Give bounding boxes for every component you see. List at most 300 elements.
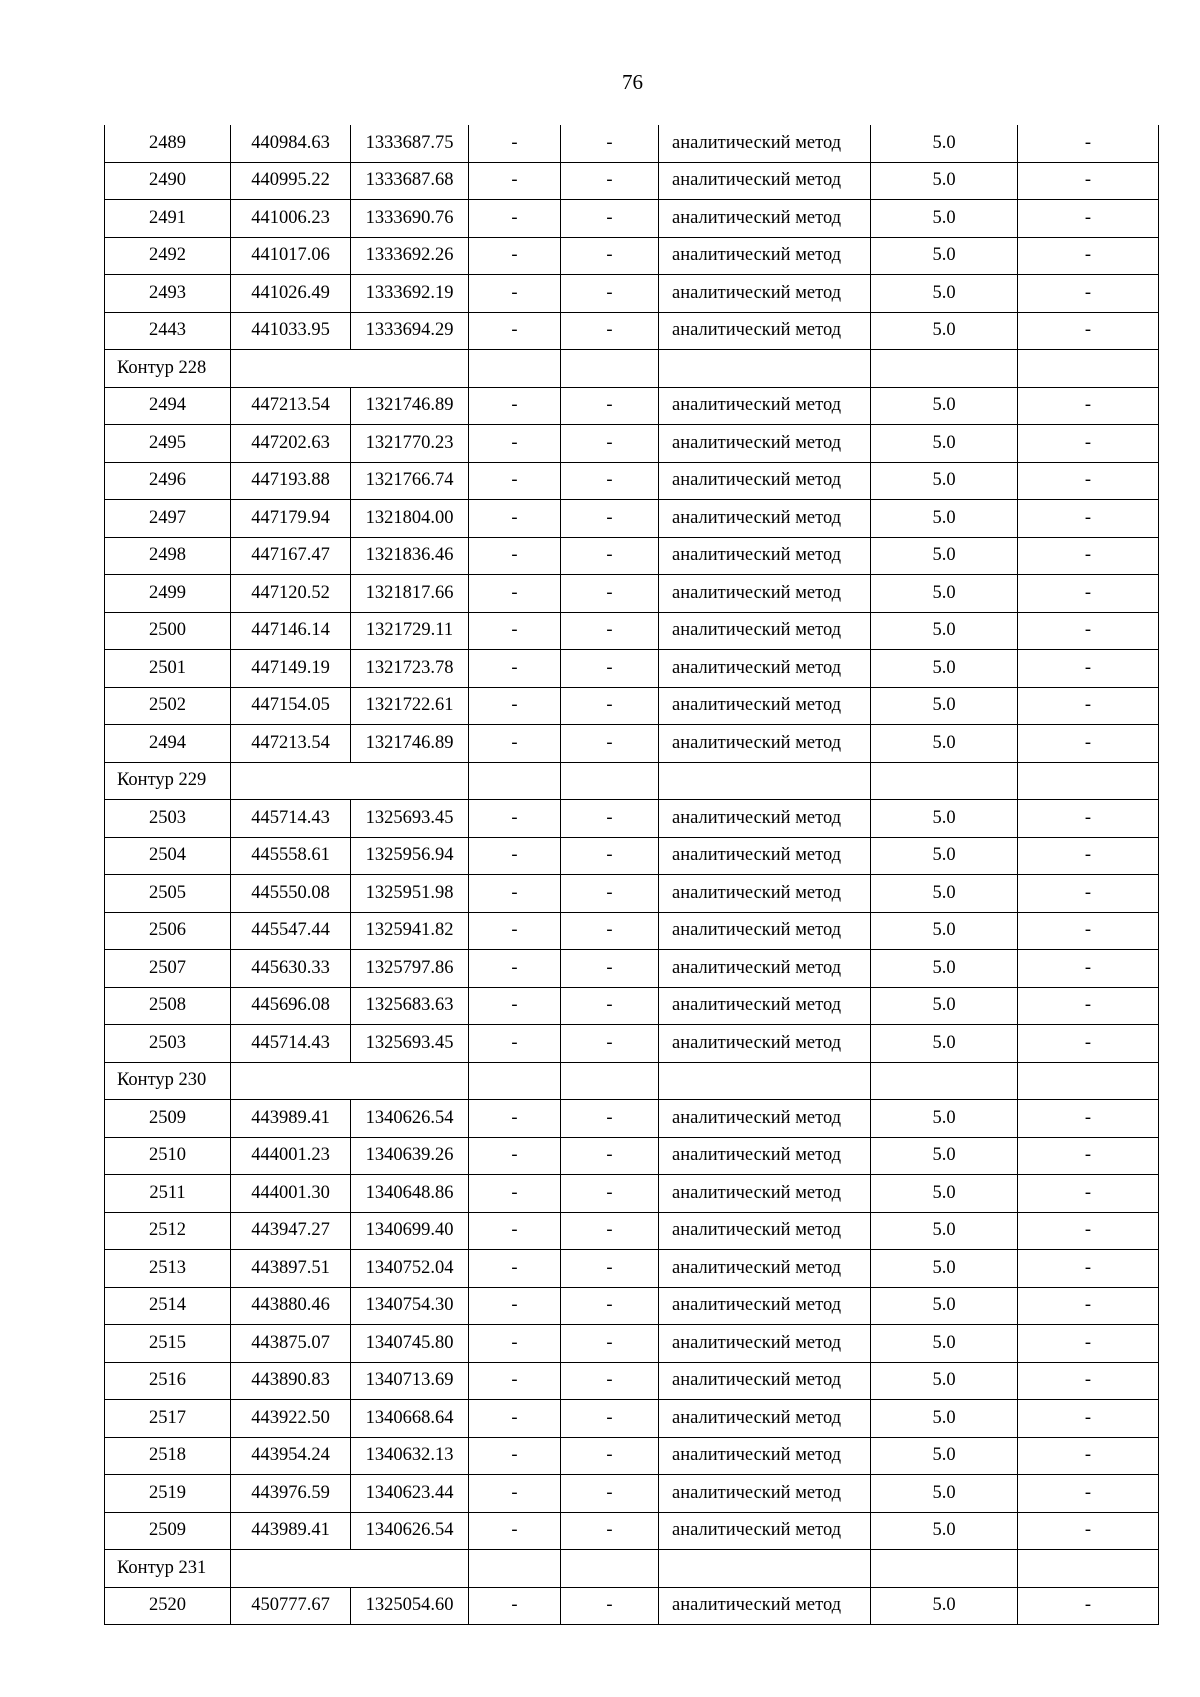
table-row: [105, 575, 1159, 613]
x-coordinate-cell: 443875.07: [231, 1325, 351, 1363]
table-row: [105, 1400, 1159, 1438]
point-number-cell: 2443: [105, 312, 231, 350]
col5-value-cell: -: [561, 725, 659, 763]
col8-value-cell: -: [1018, 1100, 1159, 1138]
col5-value-cell: -: [561, 950, 659, 988]
point-number-cell: 2520: [105, 1587, 231, 1625]
table-row: [105, 1025, 1159, 1063]
y-coordinate-cell: 1340713.69: [351, 1362, 469, 1400]
contour-header-row: [105, 1550, 1159, 1588]
coordinates-table: [104, 125, 1159, 1625]
col5-value-cell: -: [561, 1100, 659, 1138]
table-row: [105, 125, 1159, 162]
accuracy-cell: 5.0: [871, 987, 1018, 1025]
col4-value-cell: -: [469, 1437, 561, 1475]
method-cell: аналитический метод: [659, 1100, 871, 1138]
accuracy-cell: 5.0: [871, 575, 1018, 613]
empty-cell: [469, 1550, 561, 1588]
col5-value-cell: -: [561, 1400, 659, 1438]
col5-value-cell: -: [561, 650, 659, 688]
x-coordinate-cell: 445696.08: [231, 987, 351, 1025]
col4-value-cell: -: [469, 912, 561, 950]
col8-value-cell: -: [1018, 387, 1159, 425]
col4-value-cell: -: [469, 312, 561, 350]
table-row: [105, 1250, 1159, 1288]
col8-value-cell: -: [1018, 837, 1159, 875]
method-cell: аналитический метод: [659, 462, 871, 500]
y-coordinate-cell: 1333690.76: [351, 200, 469, 238]
empty-cell: [871, 1062, 1018, 1100]
col4-value-cell: -: [469, 1100, 561, 1138]
method-cell: аналитический метод: [659, 200, 871, 238]
accuracy-cell: 5.0: [871, 425, 1018, 463]
col4-value-cell: -: [469, 387, 561, 425]
col4-value-cell: -: [469, 875, 561, 913]
col8-value-cell: -: [1018, 1475, 1159, 1513]
accuracy-cell: 5.0: [871, 1475, 1018, 1513]
col4-value-cell: -: [469, 800, 561, 838]
point-number-cell: 2515: [105, 1325, 231, 1363]
col5-value-cell: -: [561, 1175, 659, 1213]
empty-cell: [231, 1062, 469, 1100]
point-number-cell: 2498: [105, 537, 231, 575]
point-number-cell: 2493: [105, 275, 231, 313]
empty-cell: [469, 762, 561, 800]
col8-value-cell: -: [1018, 1287, 1159, 1325]
x-coordinate-cell: 447193.88: [231, 462, 351, 500]
x-coordinate-cell: 443989.41: [231, 1100, 351, 1138]
y-coordinate-cell: 1321723.78: [351, 650, 469, 688]
point-number-cell: 2506: [105, 912, 231, 950]
contour-label: Контур 231: [105, 1550, 231, 1588]
y-coordinate-cell: 1333692.19: [351, 275, 469, 313]
y-coordinate-cell: 1321817.66: [351, 575, 469, 613]
point-number-cell: 2502: [105, 687, 231, 725]
y-coordinate-cell: 1340623.44: [351, 1475, 469, 1513]
x-coordinate-cell: 440984.63: [231, 125, 351, 162]
table-row: [105, 425, 1159, 463]
method-cell: аналитический метод: [659, 162, 871, 200]
x-coordinate-cell: 441017.06: [231, 237, 351, 275]
col5-value-cell: -: [561, 1025, 659, 1063]
method-cell: аналитический метод: [659, 1437, 871, 1475]
point-number-cell: 2489: [105, 125, 231, 162]
y-coordinate-cell: 1340754.30: [351, 1287, 469, 1325]
point-number-cell: 2512: [105, 1212, 231, 1250]
y-coordinate-cell: 1325693.45: [351, 800, 469, 838]
x-coordinate-cell: 445714.43: [231, 1025, 351, 1063]
col8-value-cell: -: [1018, 1325, 1159, 1363]
point-number-cell: 2503: [105, 800, 231, 838]
x-coordinate-cell: 445630.33: [231, 950, 351, 988]
method-cell: аналитический метод: [659, 1175, 871, 1213]
accuracy-cell: 5.0: [871, 275, 1018, 313]
table-row: [105, 875, 1159, 913]
col4-value-cell: -: [469, 537, 561, 575]
col5-value-cell: -: [561, 612, 659, 650]
method-cell: аналитический метод: [659, 650, 871, 688]
y-coordinate-cell: 1321729.11: [351, 612, 469, 650]
y-coordinate-cell: 1325956.94: [351, 837, 469, 875]
col4-value-cell: -: [469, 1475, 561, 1513]
x-coordinate-cell: 450777.67: [231, 1587, 351, 1625]
x-coordinate-cell: 443989.41: [231, 1512, 351, 1550]
x-coordinate-cell: 443890.83: [231, 1362, 351, 1400]
point-number-cell: 2494: [105, 387, 231, 425]
table-row: [105, 387, 1159, 425]
method-cell: аналитический метод: [659, 912, 871, 950]
col4-value-cell: -: [469, 275, 561, 313]
method-cell: аналитический метод: [659, 1400, 871, 1438]
col5-value-cell: -: [561, 312, 659, 350]
table-row: [105, 1325, 1159, 1363]
method-cell: аналитический метод: [659, 237, 871, 275]
accuracy-cell: 5.0: [871, 725, 1018, 763]
col5-value-cell: -: [561, 537, 659, 575]
col8-value-cell: -: [1018, 1250, 1159, 1288]
method-cell: аналитический метод: [659, 800, 871, 838]
col8-value-cell: -: [1018, 987, 1159, 1025]
col4-value-cell: -: [469, 462, 561, 500]
empty-cell: [659, 350, 871, 388]
col8-value-cell: -: [1018, 1025, 1159, 1063]
point-number-cell: 2501: [105, 650, 231, 688]
col5-value-cell: -: [561, 875, 659, 913]
table-row: [105, 1175, 1159, 1213]
col4-value-cell: -: [469, 500, 561, 538]
accuracy-cell: 5.0: [871, 1512, 1018, 1550]
col8-value-cell: -: [1018, 612, 1159, 650]
col8-value-cell: -: [1018, 237, 1159, 275]
accuracy-cell: 5.0: [871, 950, 1018, 988]
y-coordinate-cell: 1333687.75: [351, 125, 469, 162]
col4-value-cell: -: [469, 950, 561, 988]
method-cell: аналитический метод: [659, 1587, 871, 1625]
col4-value-cell: -: [469, 987, 561, 1025]
col8-value-cell: -: [1018, 125, 1159, 162]
empty-cell: [1018, 762, 1159, 800]
point-number-cell: 2516: [105, 1362, 231, 1400]
col4-value-cell: -: [469, 575, 561, 613]
x-coordinate-cell: 447120.52: [231, 575, 351, 613]
page-number: 76: [622, 70, 643, 94]
accuracy-cell: 5.0: [871, 1400, 1018, 1438]
col4-value-cell: -: [469, 1325, 561, 1363]
method-cell: аналитический метод: [659, 875, 871, 913]
x-coordinate-cell: 444001.30: [231, 1175, 351, 1213]
x-coordinate-cell: 447213.54: [231, 387, 351, 425]
col5-value-cell: -: [561, 687, 659, 725]
point-number-cell: 2511: [105, 1175, 231, 1213]
point-number-cell: 2492: [105, 237, 231, 275]
accuracy-cell: 5.0: [871, 650, 1018, 688]
empty-cell: [469, 350, 561, 388]
y-coordinate-cell: 1340639.26: [351, 1137, 469, 1175]
accuracy-cell: 5.0: [871, 800, 1018, 838]
y-coordinate-cell: 1325951.98: [351, 875, 469, 913]
method-cell: аналитический метод: [659, 500, 871, 538]
point-number-cell: 2509: [105, 1512, 231, 1550]
col5-value-cell: -: [561, 575, 659, 613]
method-cell: аналитический метод: [659, 1250, 871, 1288]
x-coordinate-cell: 441006.23: [231, 200, 351, 238]
table-row: [105, 237, 1159, 275]
col8-value-cell: -: [1018, 1362, 1159, 1400]
empty-cell: [871, 1550, 1018, 1588]
x-coordinate-cell: 445714.43: [231, 800, 351, 838]
table-row: [105, 462, 1159, 500]
table-row: [105, 1362, 1159, 1400]
table-body: [105, 125, 1159, 1625]
table-row: [105, 1437, 1159, 1475]
accuracy-cell: 5.0: [871, 312, 1018, 350]
table-row: [105, 725, 1159, 763]
table-row: [105, 1475, 1159, 1513]
col8-value-cell: -: [1018, 162, 1159, 200]
col8-value-cell: -: [1018, 725, 1159, 763]
method-cell: аналитический метод: [659, 1287, 871, 1325]
table-row: [105, 1512, 1159, 1550]
method-cell: аналитический метод: [659, 837, 871, 875]
accuracy-cell: 5.0: [871, 125, 1018, 162]
table-row: [105, 1137, 1159, 1175]
x-coordinate-cell: 445558.61: [231, 837, 351, 875]
y-coordinate-cell: 1321766.74: [351, 462, 469, 500]
col4-value-cell: -: [469, 1287, 561, 1325]
col5-value-cell: -: [561, 837, 659, 875]
col5-value-cell: -: [561, 1287, 659, 1325]
table-row: [105, 500, 1159, 538]
col8-value-cell: -: [1018, 912, 1159, 950]
accuracy-cell: 5.0: [871, 537, 1018, 575]
accuracy-cell: 5.0: [871, 1587, 1018, 1625]
accuracy-cell: 5.0: [871, 462, 1018, 500]
x-coordinate-cell: 443947.27: [231, 1212, 351, 1250]
col5-value-cell: -: [561, 1437, 659, 1475]
x-coordinate-cell: 445550.08: [231, 875, 351, 913]
contour-header-row: [105, 350, 1159, 388]
accuracy-cell: 5.0: [871, 1100, 1018, 1138]
point-number-cell: 2497: [105, 500, 231, 538]
y-coordinate-cell: 1340752.04: [351, 1250, 469, 1288]
table-row: [105, 1287, 1159, 1325]
accuracy-cell: 5.0: [871, 1212, 1018, 1250]
col4-value-cell: -: [469, 1250, 561, 1288]
empty-cell: [1018, 1550, 1159, 1588]
col8-value-cell: -: [1018, 462, 1159, 500]
col4-value-cell: -: [469, 1025, 561, 1063]
col5-value-cell: -: [561, 912, 659, 950]
table-row: [105, 950, 1159, 988]
col8-value-cell: -: [1018, 500, 1159, 538]
empty-cell: [659, 762, 871, 800]
col5-value-cell: -: [561, 1587, 659, 1625]
col4-value-cell: -: [469, 1400, 561, 1438]
y-coordinate-cell: 1333694.29: [351, 312, 469, 350]
col4-value-cell: -: [469, 425, 561, 463]
method-cell: аналитический метод: [659, 425, 871, 463]
point-number-cell: 2494: [105, 725, 231, 763]
x-coordinate-cell: 447202.63: [231, 425, 351, 463]
accuracy-cell: 5.0: [871, 1175, 1018, 1213]
empty-cell: [659, 1550, 871, 1588]
method-cell: аналитический метод: [659, 387, 871, 425]
col4-value-cell: -: [469, 1175, 561, 1213]
table-row: [105, 1587, 1159, 1625]
col5-value-cell: -: [561, 800, 659, 838]
table-row: [105, 200, 1159, 238]
table-row: [105, 612, 1159, 650]
accuracy-cell: 5.0: [871, 500, 1018, 538]
table-row: [105, 537, 1159, 575]
col5-value-cell: -: [561, 987, 659, 1025]
contour-label: Контур 228: [105, 350, 231, 388]
method-cell: аналитический метод: [659, 687, 871, 725]
y-coordinate-cell: 1340745.80: [351, 1325, 469, 1363]
col8-value-cell: -: [1018, 650, 1159, 688]
x-coordinate-cell: 443897.51: [231, 1250, 351, 1288]
col8-value-cell: -: [1018, 950, 1159, 988]
empty-cell: [561, 762, 659, 800]
col4-value-cell: -: [469, 125, 561, 162]
contour-header-row: [105, 1062, 1159, 1100]
empty-cell: [871, 762, 1018, 800]
y-coordinate-cell: 1325941.82: [351, 912, 469, 950]
empty-cell: [659, 1062, 871, 1100]
y-coordinate-cell: 1340626.54: [351, 1512, 469, 1550]
table-row: [105, 1212, 1159, 1250]
point-number-cell: 2500: [105, 612, 231, 650]
col4-value-cell: -: [469, 1512, 561, 1550]
method-cell: аналитический метод: [659, 575, 871, 613]
table-row: [105, 987, 1159, 1025]
contour-label: Контур 230: [105, 1062, 231, 1100]
y-coordinate-cell: 1333687.68: [351, 162, 469, 200]
col5-value-cell: -: [561, 1250, 659, 1288]
point-number-cell: 2505: [105, 875, 231, 913]
contour-header-row: [105, 762, 1159, 800]
col8-value-cell: -: [1018, 1212, 1159, 1250]
col8-value-cell: -: [1018, 575, 1159, 613]
x-coordinate-cell: 443954.24: [231, 1437, 351, 1475]
col4-value-cell: -: [469, 612, 561, 650]
accuracy-cell: 5.0: [871, 875, 1018, 913]
col5-value-cell: -: [561, 1212, 659, 1250]
col8-value-cell: -: [1018, 537, 1159, 575]
col4-value-cell: -: [469, 837, 561, 875]
accuracy-cell: 5.0: [871, 912, 1018, 950]
point-number-cell: 2514: [105, 1287, 231, 1325]
col5-value-cell: -: [561, 425, 659, 463]
point-number-cell: 2495: [105, 425, 231, 463]
method-cell: аналитический метод: [659, 950, 871, 988]
method-cell: аналитический метод: [659, 1025, 871, 1063]
y-coordinate-cell: 1340626.54: [351, 1100, 469, 1138]
y-coordinate-cell: 1321804.00: [351, 500, 469, 538]
col5-value-cell: -: [561, 162, 659, 200]
empty-cell: [561, 350, 659, 388]
y-coordinate-cell: 1340699.40: [351, 1212, 469, 1250]
col8-value-cell: -: [1018, 1175, 1159, 1213]
col5-value-cell: -: [561, 462, 659, 500]
point-number-cell: 2490: [105, 162, 231, 200]
col5-value-cell: -: [561, 125, 659, 162]
col8-value-cell: -: [1018, 1512, 1159, 1550]
col8-value-cell: -: [1018, 1587, 1159, 1625]
x-coordinate-cell: 447149.19: [231, 650, 351, 688]
method-cell: аналитический метод: [659, 1475, 871, 1513]
accuracy-cell: 5.0: [871, 612, 1018, 650]
col4-value-cell: -: [469, 1362, 561, 1400]
point-number-cell: 2507: [105, 950, 231, 988]
y-coordinate-cell: 1321836.46: [351, 537, 469, 575]
empty-cell: [1018, 1062, 1159, 1100]
table-row: [105, 837, 1159, 875]
x-coordinate-cell: 445547.44: [231, 912, 351, 950]
accuracy-cell: 5.0: [871, 837, 1018, 875]
table-row: [105, 312, 1159, 350]
col4-value-cell: -: [469, 1587, 561, 1625]
x-coordinate-cell: 443880.46: [231, 1287, 351, 1325]
y-coordinate-cell: 1321770.23: [351, 425, 469, 463]
empty-cell: [1018, 350, 1159, 388]
col4-value-cell: -: [469, 162, 561, 200]
table-row: [105, 1100, 1159, 1138]
col5-value-cell: -: [561, 500, 659, 538]
accuracy-cell: 5.0: [871, 1437, 1018, 1475]
col8-value-cell: -: [1018, 1137, 1159, 1175]
accuracy-cell: 5.0: [871, 1137, 1018, 1175]
y-coordinate-cell: 1325797.86: [351, 950, 469, 988]
y-coordinate-cell: 1325683.63: [351, 987, 469, 1025]
accuracy-cell: 5.0: [871, 1287, 1018, 1325]
col4-value-cell: -: [469, 237, 561, 275]
accuracy-cell: 5.0: [871, 1250, 1018, 1288]
method-cell: аналитический метод: [659, 612, 871, 650]
accuracy-cell: 5.0: [871, 1362, 1018, 1400]
empty-cell: [231, 350, 469, 388]
col8-value-cell: -: [1018, 425, 1159, 463]
empty-cell: [871, 350, 1018, 388]
accuracy-cell: 5.0: [871, 162, 1018, 200]
x-coordinate-cell: 440995.22: [231, 162, 351, 200]
y-coordinate-cell: 1325693.45: [351, 1025, 469, 1063]
x-coordinate-cell: 441033.95: [231, 312, 351, 350]
accuracy-cell: 5.0: [871, 200, 1018, 238]
point-number-cell: 2503: [105, 1025, 231, 1063]
x-coordinate-cell: 447146.14: [231, 612, 351, 650]
y-coordinate-cell: 1340668.64: [351, 1400, 469, 1438]
method-cell: аналитический метод: [659, 275, 871, 313]
col5-value-cell: -: [561, 1325, 659, 1363]
method-cell: аналитический метод: [659, 1362, 871, 1400]
y-coordinate-cell: 1333692.26: [351, 237, 469, 275]
x-coordinate-cell: 441026.49: [231, 275, 351, 313]
y-coordinate-cell: 1340632.13: [351, 1437, 469, 1475]
col8-value-cell: -: [1018, 1437, 1159, 1475]
empty-cell: [561, 1062, 659, 1100]
method-cell: аналитический метод: [659, 1512, 871, 1550]
accuracy-cell: 5.0: [871, 387, 1018, 425]
point-number-cell: 2496: [105, 462, 231, 500]
table-row: [105, 650, 1159, 688]
method-cell: аналитический метод: [659, 987, 871, 1025]
col8-value-cell: -: [1018, 875, 1159, 913]
col8-value-cell: -: [1018, 275, 1159, 313]
y-coordinate-cell: 1321746.89: [351, 387, 469, 425]
x-coordinate-cell: 447154.05: [231, 687, 351, 725]
point-number-cell: 2517: [105, 1400, 231, 1438]
